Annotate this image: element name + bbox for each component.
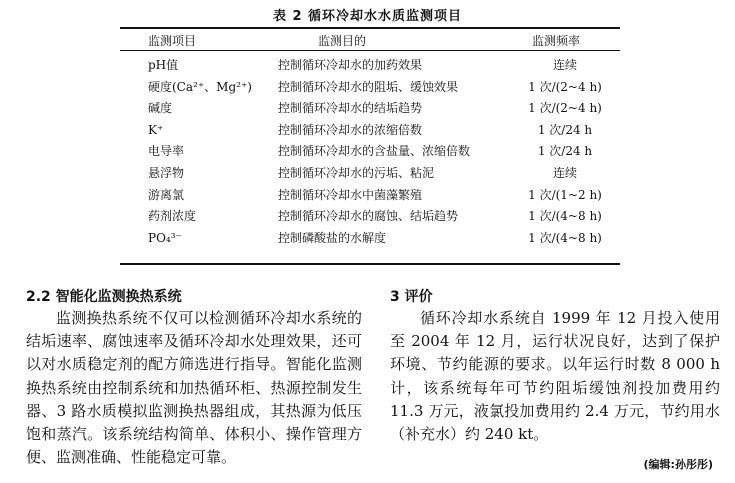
section-2-2-title: 2.2 智能化监测换热系统 — [26, 289, 182, 305]
cell-purpose: 控制循环冷却水的浓缩倍数 — [278, 122, 423, 137]
table-top-rule — [120, 27, 620, 29]
cell-item: 药剂浓度 — [148, 209, 197, 224]
editor-note: (编辑:孙彤彤) — [643, 458, 713, 471]
cell-frequency: 1 次/(2~4 h) — [528, 79, 602, 94]
table-row — [120, 98, 620, 120]
cell-frequency: 连续 — [552, 165, 577, 180]
cell-item: 碱度 — [148, 101, 173, 116]
table-caption: 表 2 循环冷却水水质监测项目 — [272, 9, 463, 24]
header-item: 监测项目 — [148, 34, 197, 48]
table-row — [120, 141, 620, 163]
table-row — [120, 185, 620, 207]
table-header-rule — [120, 50, 620, 51]
table-row — [120, 206, 620, 228]
cell-purpose: 控制循环冷却水的加药效果 — [278, 58, 423, 72]
table-header — [120, 31, 620, 49]
table-row — [120, 120, 620, 142]
table-row — [120, 77, 620, 99]
cell-frequency: 1 次/24 h — [537, 144, 593, 159]
cell-item: K⁺ — [148, 122, 164, 137]
cell-frequency: 1 次/(4~8 h) — [528, 230, 602, 245]
cell-item: 硬度(Ca²⁺、Mg²⁺) — [148, 79, 252, 94]
cell-item: 悬浮物 — [148, 165, 185, 180]
cell-purpose: 控制循环冷却水的污垢、粘泥 — [278, 165, 435, 180]
cell-item: pH值 — [148, 58, 179, 72]
cell-frequency: 1 次/(1~2 h) — [528, 187, 602, 202]
header-frequency: 监测频率 — [532, 34, 581, 48]
table-body — [120, 55, 620, 249]
header-purpose: 监测目的 — [318, 34, 367, 48]
cell-item: PO₄³⁻ — [148, 230, 182, 245]
cell-purpose: 控制循环冷却水的腐蚀、结垢趋势 — [278, 209, 459, 224]
section-3-body: 循环冷却水系统自 1999 年 12 月投入使用至 2004 年 12 月，运行状况良好，达到了保护环境、节约能源的要求。以年运行时数 8 000 h 计，该系统每年可节约阻垢缓蚀剂投加费用约 11.3 万元，液氯投加费用约 2.4 万元，节约用水（补充水）约 240 kt。 — [390, 309, 720, 444]
section-3-title: 3 评价 — [390, 289, 433, 305]
cell-item: 电导率 — [148, 144, 185, 159]
cell-purpose: 控制循环冷却水的结垢趋势 — [278, 101, 423, 116]
cell-frequency: 连续 — [552, 58, 577, 72]
cell-frequency: 1 次/(4~8 h) — [528, 209, 602, 224]
table-bottom-rule — [120, 263, 620, 265]
section-2-2-body: 监测换热系统不仅可以检测循环冷却水系统的结垢速率、腐蚀速率及循环冷却水处理效果，还可以对水质稳定剂的配方筛选进行指导。智能化监测换热系统由控制系统和加热循环柜、热源控制发生器、3 路水质模拟监测换热器组成，其热源为低压饱和蒸汽。该系统结构简单、体积小、操作管理方便、监测准确、性能稳定可靠。 — [26, 309, 362, 467]
cell-purpose: 控制循环冷却水的阻垢、缓蚀效果 — [278, 79, 459, 94]
cell-item: 游离氯 — [148, 187, 185, 202]
table-row — [120, 228, 620, 250]
cell-purpose: 控制循环冷却水中菌藻繁殖 — [278, 187, 423, 202]
cell-frequency: 1 次/(2~4 h) — [528, 101, 602, 116]
cell-frequency: 1 次/24 h — [537, 122, 593, 137]
cell-purpose: 控制磷酸盐的水解度 — [278, 230, 387, 245]
cell-purpose: 控制循环冷却水的含盐量、浓缩倍数 — [278, 144, 471, 159]
table-row — [120, 55, 620, 77]
table-row — [120, 163, 620, 185]
